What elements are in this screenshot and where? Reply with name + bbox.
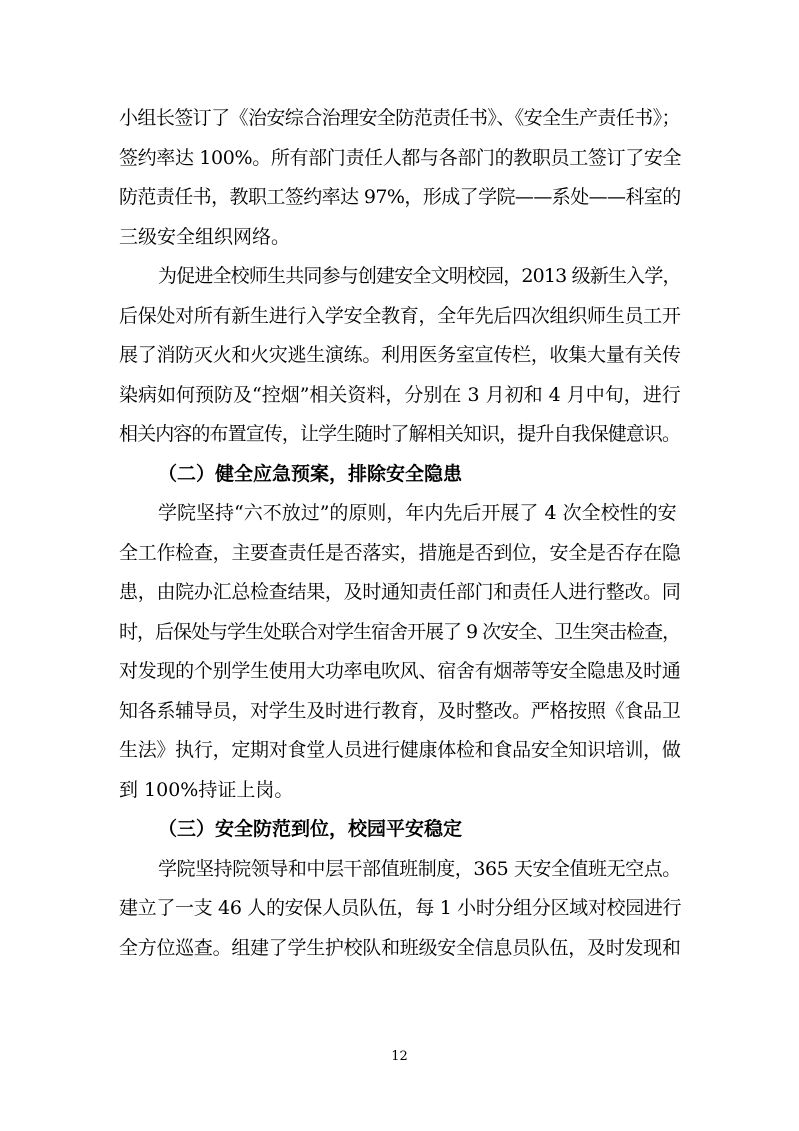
text-line: 时，后保处与学生处联合对学生宿舍开展了 9 次安全、卫生突击检查， <box>119 620 681 643</box>
paragraph-1 <box>119 99 681 257</box>
paragraph-4 <box>119 850 681 969</box>
text-line: 对发现的个别学生使用大功率电吹风、宿舍有烟蒂等安全隐患及时通 <box>119 660 681 682</box>
text-line: 学院坚持“六不放过”的原则，年内先后开展了 4 次全校性的安 <box>158 502 677 524</box>
text-line: 签约率达 100%。所有部门责任人都与各部门的教职员工签订了安全 <box>119 146 682 169</box>
text-line: 防范责任书，教职工签约率达 97%，形成了学院——系处——科室的 <box>119 186 681 208</box>
text-line: 学院坚持院领导和中层干部值班制度，365 天安全值班无空点。 <box>158 857 681 880</box>
text-line: 生法》执行，定期对食堂人员进行健康体检和食品安全知识培训，做 <box>119 739 681 761</box>
text-line: 小组长签订了《治安综合治理安全防范责任书》、《安全生产责任书》； <box>119 107 680 129</box>
text-line: 后保处对所有新生进行入学安全教育，全年先后四次组织师生员工开 <box>119 304 681 327</box>
section-heading-3: （三）安全防范到位，校园平安稳定 <box>158 818 463 840</box>
text-line: 全方位巡查。组建了学生护校队和班级安全信息员队伍，及时发现和 <box>119 936 681 959</box>
text-line: 为促进全校师生共同参与创建安全文明校园，2013 级新生入学， <box>158 265 681 287</box>
text-line: 患，由院办汇总检查结果，及时通知责任部门和责任人进行整改。同 <box>119 581 681 603</box>
text-line: 展了消防灭火和火灾逃生演练。利用医务室宣传栏，收集大量有关传 <box>119 344 681 366</box>
paragraph-2 <box>119 257 681 455</box>
document-body <box>119 99 681 968</box>
page-number: 12 <box>391 1049 408 1064</box>
text-line: 知各系辅导员，对学生及时进行教育，及时整改。严格按照《食品卫 <box>119 699 681 722</box>
text-line: 相关内容的布置宣传，让学生随时了解相关知识，提升自我保健意识。 <box>119 423 681 445</box>
text-line: 建立了一支 46 人的安保人员队伍，每 1 小时分组分区域对校园进行 <box>119 897 682 919</box>
text-line: 三级安全组织网络。 <box>119 225 291 248</box>
section-heading-2: （二）健全应急预案，排除安全隐患 <box>158 462 463 485</box>
text-line: 全工作检查，主要查责任是否落实，措施是否到位，安全是否存在隐 <box>119 541 681 564</box>
paragraph-3 <box>119 494 681 810</box>
text-line: 染病如何预防及“控烟”相关资料，分别在 3 月初和 4 月中旬，进行 <box>119 383 681 406</box>
text-line: 到 100%持证上岗。 <box>119 778 294 801</box>
